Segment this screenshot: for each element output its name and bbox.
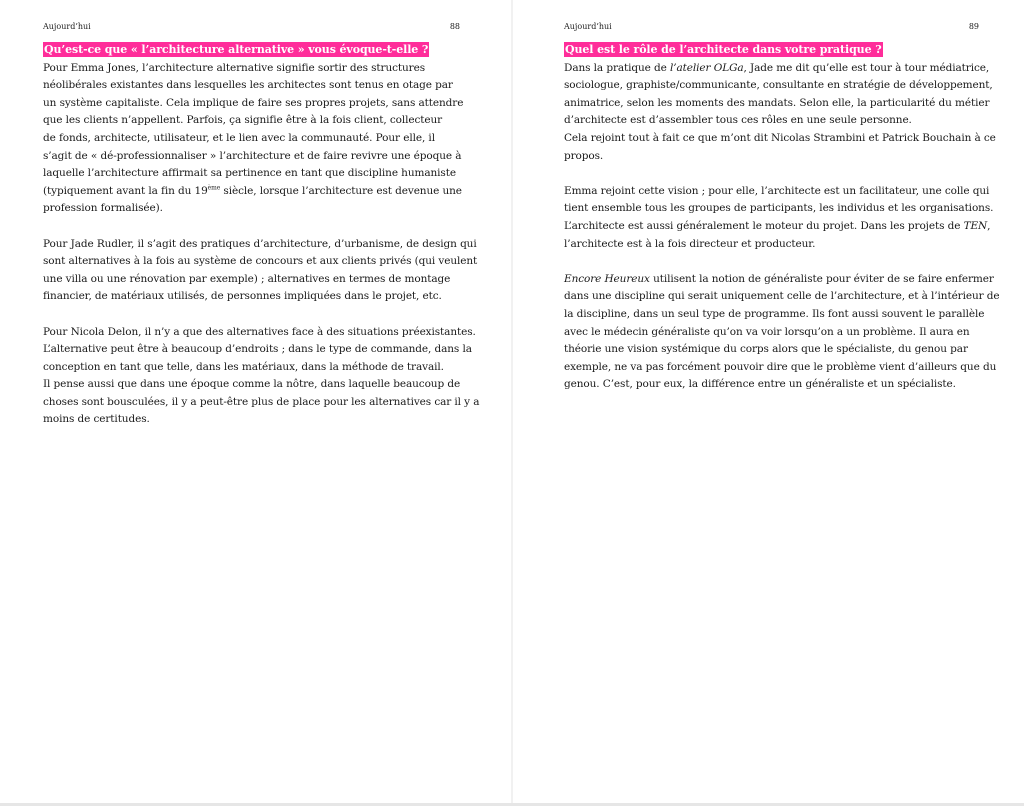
paragraph-line bbox=[43, 183, 462, 201]
paragraph-line: laquelle l’architecture affirmait sa pertinence en tant que discipline humaniste bbox=[43, 167, 456, 180]
paragraph-line: avec le médecin généraliste qu’on va voir lorsqu’on a un problème. Il aura en bbox=[564, 325, 970, 338]
paragraph-line: une villa ou une rénovation par exemple) ; alternatives en termes de montage bbox=[43, 272, 451, 285]
paragraph-line: Il pense aussi que dans une époque comme la nôtre, dans laquelle beaucoup de bbox=[43, 378, 461, 391]
paragraph-line: financier, de matériaux utilisés, de personnes impliquées dans le projet, etc. bbox=[43, 290, 442, 303]
paragraph-line bbox=[564, 60, 990, 78]
paragraph-line: théorie une vision systémique du corps alors que le spécialiste, du genou par bbox=[564, 343, 968, 356]
section-heading: Qu’est-ce que « l’architecture alternative » vous évoque-t-elle ? bbox=[44, 43, 429, 56]
paragraph-line: exemple, ne va pas forcément pouvoir dire que le problème vient d’ailleurs que du bbox=[564, 360, 997, 373]
section-heading: Quel est le rôle de l’architecte dans votre pratique ? bbox=[565, 43, 882, 56]
text-run: , bbox=[987, 219, 991, 232]
paragraph-line: d’architecte est d’assembler tous ces rôles en une seule personne. bbox=[564, 114, 912, 127]
italic-run: TEN bbox=[963, 219, 988, 232]
paragraph-line: néolibérales existantes dans lesquelles les architectes sont tenus en otage par bbox=[43, 79, 453, 92]
paragraph-line: genou. C’est, pour eux, la différence entre un généraliste et un spécialiste. bbox=[564, 378, 956, 391]
right-page bbox=[513, 0, 1024, 806]
paragraph-line: propos. bbox=[564, 149, 604, 162]
running-head-right bbox=[564, 22, 979, 32]
paragraph-line: Cela rejoint tout à fait ce que m’ont dit Nicolas Strambini et Patrick Bouchain à ce bbox=[564, 131, 996, 144]
paragraph-line bbox=[564, 218, 991, 236]
paragraph-line: choses sont bousculées, il y a peut-être plus de place pour les alternatives car il y a bbox=[43, 395, 480, 408]
paragraph-line: dans une discipline qui serait uniquement celle de l’architecture, et à l’intérieur de bbox=[564, 290, 1000, 303]
running-head-title: Aujourd’hui bbox=[43, 22, 91, 31]
paragraph-line: l’architecte est à la fois directeur et producteur. bbox=[564, 237, 816, 250]
paragraph-line: profession formalisée). bbox=[43, 202, 163, 215]
running-head-left bbox=[43, 22, 460, 32]
paragraph-line: L’alternative peut être à beaucoup d’endroits ; dans le type de commande, dans la bbox=[43, 343, 472, 356]
right-page-body bbox=[564, 41, 1000, 394]
paragraph-line: Pour Emma Jones, l’architecture alternative signifie sortir des structures bbox=[43, 61, 426, 74]
paragraph-line: moins de certitudes. bbox=[43, 413, 150, 426]
text-run: , Jade me dit qu’elle est tour à tour médiatrice, bbox=[743, 61, 990, 74]
paragraph-line bbox=[564, 271, 994, 289]
paragraph-line: sont alternatives à la fois au système de concours et aux clients privés (qui veulent bbox=[43, 255, 478, 268]
text-run: (typiquement avant la fin du 19 bbox=[43, 184, 208, 197]
text-run: siècle, lorsque l’architecture est devenue une bbox=[220, 184, 462, 197]
left-page bbox=[0, 0, 511, 806]
italic-run: Encore Heureux bbox=[564, 272, 650, 285]
left-page-body bbox=[43, 41, 480, 429]
paragraph-line: sociologue, graphiste/communicante, consultante en stratégie de développement, bbox=[564, 79, 993, 92]
paragraph-line: conception en tant que telle, dans les matériaux, dans la méthode de travail. bbox=[43, 360, 444, 373]
italic-run: l’atelier OLGa bbox=[670, 61, 744, 74]
page-number: 89 bbox=[968, 22, 979, 31]
paragraph-line: Pour Jade Rudler, il s’agit des pratiques d’architecture, d’urbanisme, de design qui bbox=[43, 237, 477, 250]
paragraph-line: que les clients n’appellent. Parfois, ça signifie être à la fois client, collecteur bbox=[43, 114, 443, 127]
paragraph-line: Emma rejoint cette vision ; pour elle, l’architecte est un facilitateur, une colle qui bbox=[564, 184, 990, 197]
text-run: utilisent la notion de généraliste pour éviter de se faire enfermer bbox=[649, 272, 994, 285]
text-run: Dans la pratique de bbox=[564, 61, 671, 74]
paragraph-line: Pour Nicola Delon, il n’y a que des alternatives face à des situations préexistantes. bbox=[43, 325, 476, 338]
text-run: L’architecte est aussi généralement le moteur du projet. Dans les projets de bbox=[564, 219, 964, 232]
paragraph-line: un système capitaliste. Cela implique de faire ses propres projets, sans attendre bbox=[43, 96, 464, 109]
paragraph-line: de fonds, architecte, utilisateur, et le lien avec la communauté. Pour elle, il bbox=[43, 131, 435, 144]
page-number: 88 bbox=[449, 22, 460, 31]
paragraph-line: la discipline, dans un seul type de programme. Ils font aussi souvent le parallèle bbox=[564, 307, 985, 320]
running-head-title: Aujourd’hui bbox=[564, 22, 612, 31]
superscript: ème bbox=[207, 184, 221, 192]
paragraph-line: tient ensemble tous les groupes de participants, les individus et les organisations. bbox=[564, 202, 994, 215]
paragraph-line: animatrice, selon les moments des mandats. Selon elle, la particularité du métier bbox=[564, 96, 990, 109]
paragraph-line: s’agit de « dé-professionnaliser » l’architecture et de faire revivre une époque à bbox=[43, 149, 462, 162]
